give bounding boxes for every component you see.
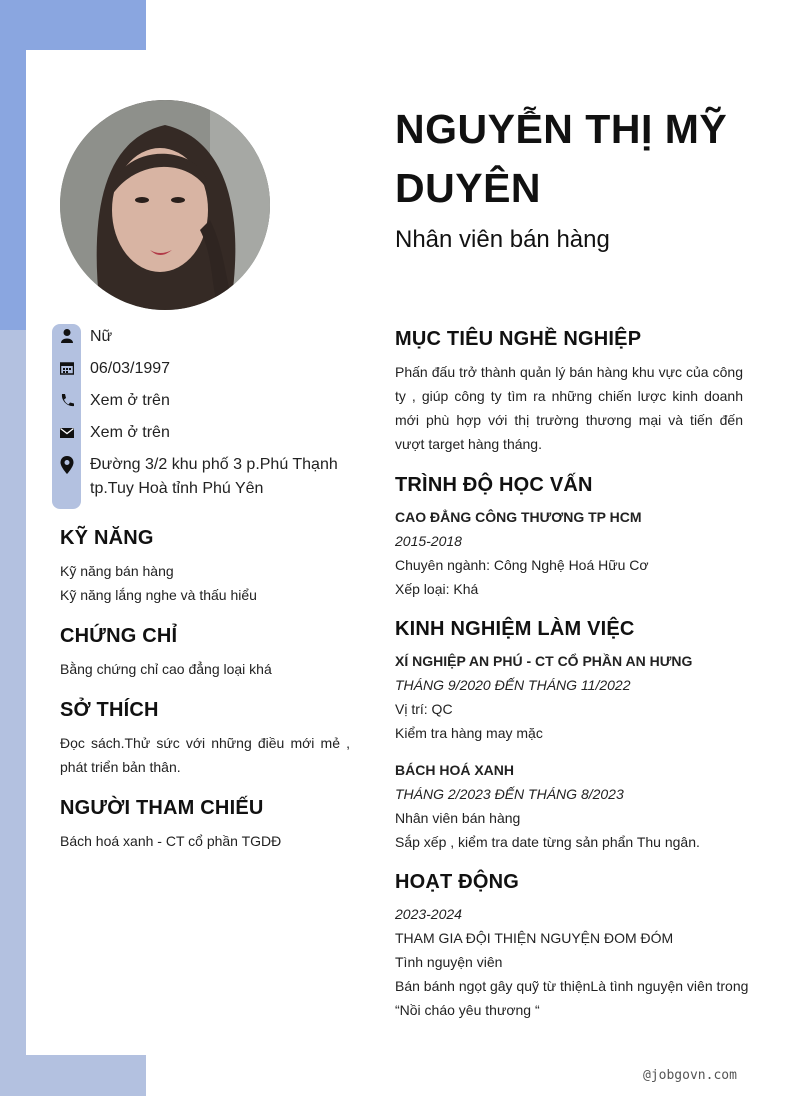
experience-heading: KINH NGHIỆM LÀM VIỆC: [395, 618, 635, 640]
location-pin-icon: [60, 456, 74, 472]
activity-period: 2023-2024: [395, 906, 462, 922]
job-detail: Kiểm tra hàng may mặc: [395, 725, 543, 741]
skill-item: Kỹ năng bán hàng: [60, 563, 174, 579]
contact-address: [60, 453, 350, 501]
person-icon: [60, 328, 74, 344]
objective-text: Phấn đấu trở thành quản lý bán hàng khu vực của công ty , giúp công ty tìm ra những chiến lược kinh doanh mới phù hợp với thị trường thương mại và tiến đến vượt target hàng tháng.: [395, 364, 743, 452]
job-company: XÍ NGHIỆP AN PHÚ - CT CỔ PHẦN AN HƯNG: [395, 653, 693, 669]
activity-role: Tình nguyện viên: [395, 954, 503, 970]
education-heading: TRÌNH ĐỘ HỌC VẤN: [395, 474, 593, 496]
job-detail: Vị trí: QC: [395, 701, 453, 717]
contact-phone: [60, 389, 350, 413]
contact-birthday: [60, 357, 350, 381]
watermark: @jobgovn.com: [643, 1068, 737, 1083]
activity-org: THAM GIA ĐỘI THIỆN NGUYỆN ĐOM ĐÓM: [395, 930, 674, 946]
job-detail: Nhân viên bán hàng: [395, 810, 521, 826]
job-entry: [395, 758, 765, 854]
envelope-icon: [60, 424, 74, 440]
skills-heading: KỸ NĂNG: [60, 527, 154, 549]
job-period: THÁNG 9/2020 ĐẾN THÁNG 11/2022: [395, 677, 631, 693]
education-school: CAO ĐẲNG CÔNG THƯƠNG TP HCM: [395, 509, 642, 525]
activity-entry: [395, 902, 755, 1022]
hobbies-text: Đọc sách.Thử sức với những điều mới mẻ , phát triển bản thân.: [60, 735, 350, 775]
certificates-list: [60, 657, 350, 681]
activities-heading: HOẠT ĐỘNG: [395, 871, 520, 893]
education-period: 2015-2018: [395, 533, 462, 549]
address-text: Đường 3/2 khu phố 3 p.Phú Thạnh tp.Tuy Hoà tỉnh Phú Yên: [90, 456, 338, 497]
contact-email: [60, 421, 350, 445]
education-major: Chuyên ngành: Công Nghệ Hoá Hữu Cơ: [395, 557, 649, 573]
skill-item: Kỹ năng lắng nghe và thấu hiểu: [60, 587, 257, 603]
objective-heading: MỤC TIÊU NGHỀ NGHIỆP: [395, 328, 642, 350]
job-period: THÁNG 2/2023 ĐẾN THÁNG 8/2023: [395, 786, 624, 802]
email-text: Xem ở trên: [90, 424, 170, 441]
job-detail: Sắp xếp , kiểm tra date từng sản phẩn Thu ngân.: [395, 834, 700, 850]
birthday-text: 06/03/1997: [90, 360, 171, 377]
education-block: [395, 505, 755, 601]
hobbies-heading: SỞ THÍCH: [60, 699, 159, 721]
references-heading: NGƯỜI THAM CHIẾU: [60, 797, 264, 819]
contact-gender: [60, 325, 350, 349]
job-company: BÁCH HOÁ XANH: [395, 762, 514, 778]
calendar-icon: [60, 360, 74, 376]
activity-desc: Bán bánh ngọt gây quỹ từ thiệnLà tình nguyện viên trong “Nồi cháo yêu thương “: [395, 978, 749, 1018]
job-entry: [395, 649, 765, 745]
candidate-name: NGUYỄN THỊ MỸ DUYÊN: [395, 106, 728, 211]
references-text: Bách hoá xanh - CT cổ phần TGDĐ: [60, 833, 282, 849]
profile-photo: [60, 100, 270, 310]
skills-list: [60, 559, 350, 607]
gender-text: Nữ: [90, 328, 113, 345]
certificate-item: Bằng chứng chỉ cao đẳng loại khá: [60, 661, 272, 677]
certificates-heading: CHỨNG CHỈ: [60, 625, 178, 647]
phone-text: Xem ở trên: [90, 392, 170, 409]
phone-icon: [60, 392, 74, 408]
candidate-role: Nhân viên bán hàng: [395, 226, 610, 253]
education-grade: Xếp loại: Khá: [395, 581, 479, 597]
